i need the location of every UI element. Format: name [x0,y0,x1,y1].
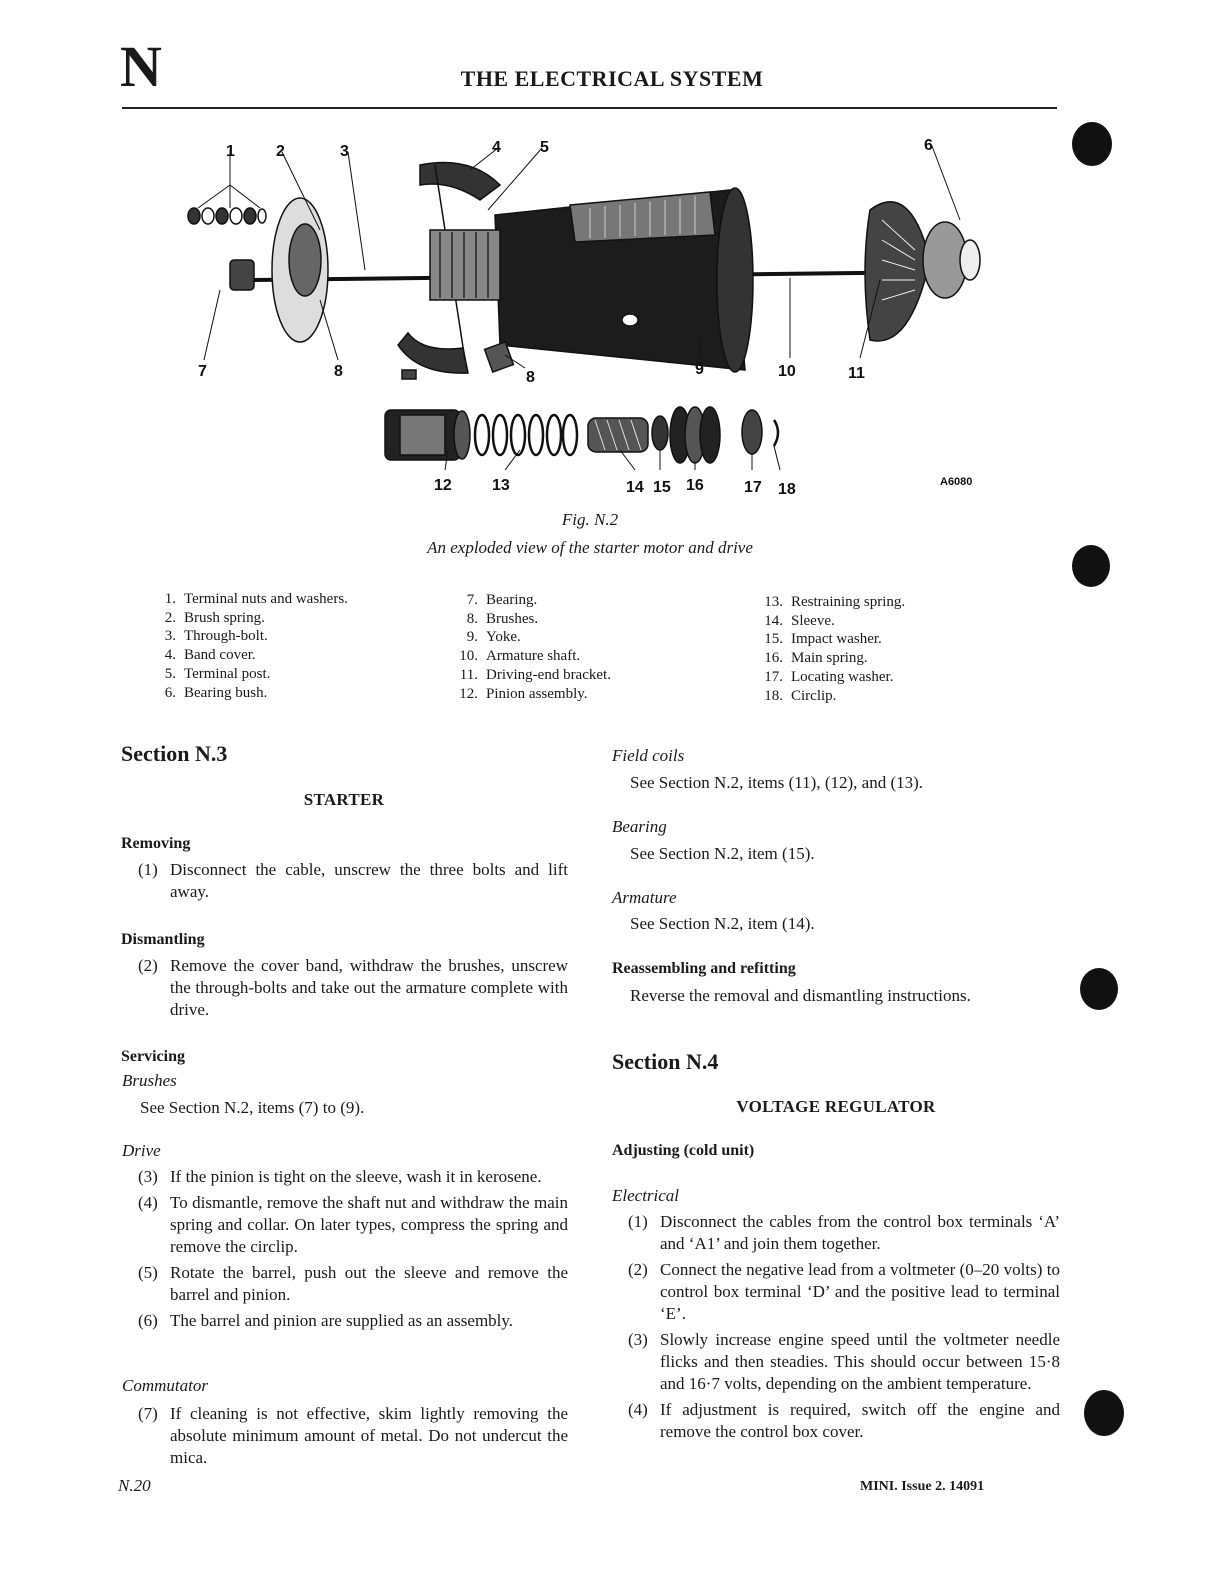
bearing-heading: Bearing [612,817,667,836]
step-item: (4) To dismantle, remove the shaft nut and withdraw the main spring and collar. On later types, compress the spring and remove the circlip. [138,1193,568,1256]
callout-label: 1 [226,143,235,160]
commutator-heading: Commutator [122,1376,208,1395]
brushes-heading: Brushes [122,1071,177,1090]
step-item: (1) Disconnect the cables from the control box terminals ‘A’ and ‘A1’ and join them together. [628,1212,1060,1253]
section-heading-n3: Section N.3 [121,741,228,766]
voltage-regulator-heading: VOLTAGE REGULATOR [736,1097,936,1116]
field-coils-heading: Field coils [612,746,685,765]
electrical-steps [628,1211,1060,1443]
legend-column-2 [452,591,611,703]
punch-hole [1084,1390,1124,1436]
legend-item: 9. Yoke. [466,629,521,646]
legend-item: 11. Driving-end bracket. [459,666,611,683]
main-spring-part [670,407,720,463]
legend-item: 1. Terminal nuts and washers. [164,591,348,607]
callout-label: 6 [924,137,933,154]
starter-heading: STARTER [303,790,385,809]
step-item: (1) Disconnect the cable, unscrew the three bolts and lift away. [138,860,568,901]
legend-item: 16. Main spring. [764,650,868,667]
legend-item: 13. Restraining spring. [764,594,906,610]
punch-hole [1080,968,1118,1010]
sleeve-part [588,418,648,452]
driving-end-bracket-part [865,202,980,341]
issue-info: MINI. Issue 2. 14091 [860,1479,985,1494]
reassembling-text: Reverse the removal and dismantling instructions. [630,986,971,1005]
removing-steps [138,859,568,903]
starter-motor-exploded-diagram [170,120,1000,505]
callout-label: 12 [434,477,452,494]
callout-label: 4 [492,139,501,156]
section-letter: N [120,34,162,99]
terminal-nuts-part [188,208,266,224]
callout-label: 8 [526,369,535,386]
servicing-heading: Servicing [121,1048,185,1065]
legend-item: 2. Brush spring. [164,609,265,626]
drive-heading: Drive [122,1141,161,1160]
callout-label: 18 [778,481,796,498]
legend-item: 6. Bearing bush. [164,684,268,701]
callout-label: 15 [653,479,671,496]
page-title: THE ELECTRICAL SYSTEM [460,66,764,91]
step-item: (7) If cleaning is not effective, skim lightly removing the absolute minimum amount of metal. Do not undercut the mica. [138,1404,568,1467]
legend-item: 7. Bearing. [466,592,538,608]
adjusting-heading: Adjusting (cold unit) [612,1142,755,1159]
step-item: (6) The barrel and pinion are supplied as an assembly. [138,1311,514,1330]
figure-code: A6080 [940,476,973,488]
callout-label: 7 [198,363,207,380]
callout-label: 14 [626,479,644,496]
callout-label: 17 [744,479,762,496]
step-item: (5) Rotate the barrel, push out the sleeve and remove the barrel and pinion. [138,1263,568,1304]
restraining-spring-part [475,415,577,455]
armature-text: See Section N.2, item (14). [630,914,815,933]
callout-label: 2 [276,143,285,160]
legend-item: 18. Circlip. [764,687,837,704]
step-item: (4) If adjustment is required, switch off the engine and remove the control box cover. [628,1400,1060,1441]
step-item: (3) Slowly increase engine speed until the voltmeter needle flicks and then steadies. This should occur between 15·8 and 16·7 volts, depending on the ambient temperature. [628,1330,1060,1393]
legend-column-3 [757,593,905,705]
brushes-text: See Section N.2, items (7) to (9). [140,1098,365,1117]
callout-label: 13 [492,477,510,494]
legend-item: 15. Impact washer. [764,631,882,648]
yoke-part [495,188,753,372]
callout-label: 5 [540,139,549,156]
armature-heading: Armature [612,888,677,907]
commutator-steps [138,1403,568,1469]
legend-item: 5. Terminal post. [164,665,271,682]
legend-item: 8. Brushes. [466,610,539,627]
reassembling-heading: Reassembling and refitting [612,960,796,977]
dismantling-heading: Dismantling [121,931,205,948]
dismantling-steps [138,955,568,1021]
step-item: (2) Connect the negative lead from a voltmeter (0–20 volts) to control box terminal ‘D’ and the positive lead to terminal ‘E’. [628,1260,1060,1323]
pinion-assembly-part [385,410,470,460]
legend-item: 10. Armature shaft. [459,648,581,665]
legend-item: 4. Band cover. [164,647,256,664]
legend-item: 14. Sleeve. [764,612,835,629]
callout-label: 8 [334,363,343,380]
punch-hole [1072,122,1112,166]
step-item: (2) Remove the cover band, withdraw the brushes, unscrew the through-bolts and take out the armature complete with drive. [138,956,568,1019]
callout-label: 10 [778,363,796,380]
drive-steps [138,1166,568,1332]
field-coils-text: See Section N.2, items (11), (12), and (13). [630,773,924,792]
callout-label: 16 [686,477,704,494]
callout-label: 3 [340,143,349,160]
page-number: N.20 [118,1476,151,1495]
legend-item: 17. Locating washer. [764,668,894,685]
callout-label: 9 [695,361,704,378]
figure-caption: An exploded view of the starter motor and drive [427,538,753,557]
header-rule [122,107,1057,109]
figure-label: Fig. N.2 [561,510,619,529]
section-heading-n4: Section N.4 [612,1049,719,1074]
bearing-text: See Section N.2, item (15). [630,844,815,863]
legend-column-1 [150,590,348,702]
legend-item: 3. Through-bolt. [164,628,268,645]
legend-item: 12. Pinion assembly. [459,685,588,702]
electrical-heading: Electrical [612,1186,680,1205]
step-item: (3) If the pinion is tight on the sleeve, wash it in kerosene. [138,1167,542,1186]
callout-label: 11 [848,365,865,382]
removing-heading: Removing [121,835,191,852]
